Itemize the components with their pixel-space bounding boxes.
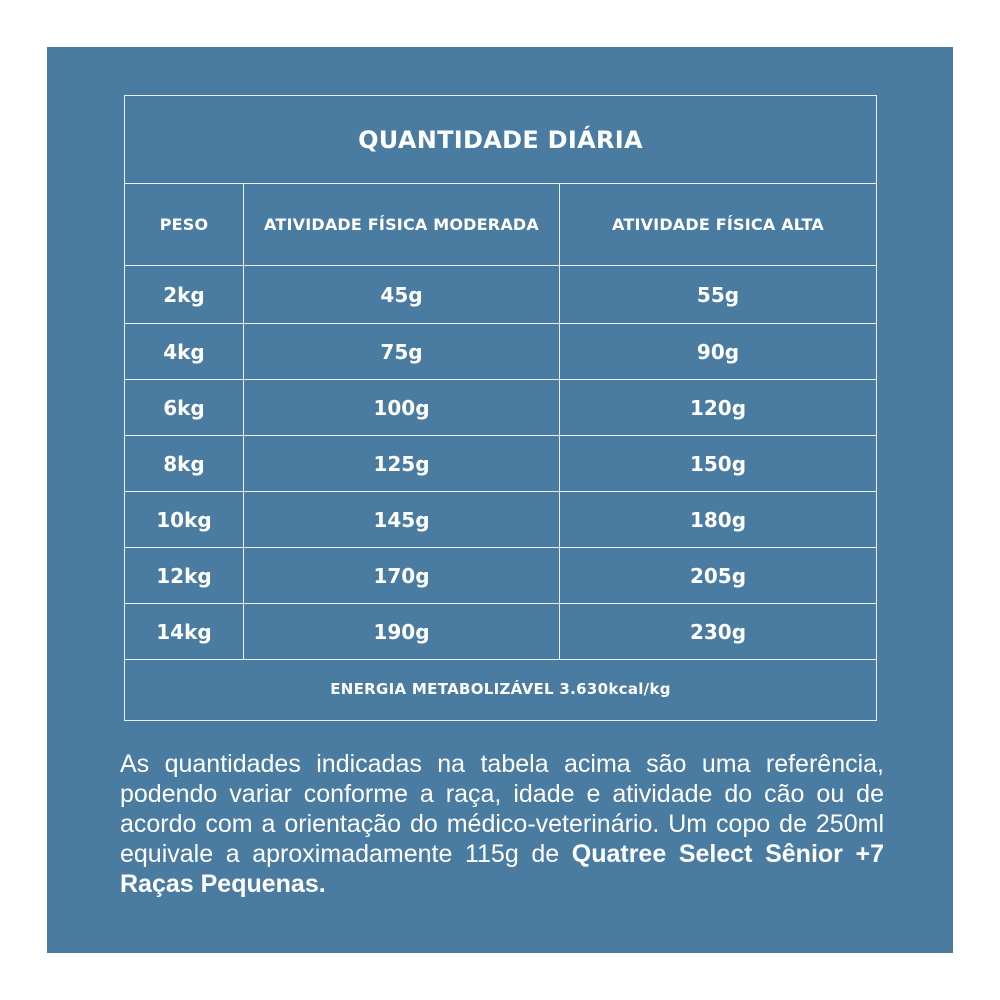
table-row <box>125 548 876 604</box>
cell-alta: 180g <box>689 507 747 532</box>
cell-peso: 12kg <box>125 548 244 603</box>
cell-peso: 14kg <box>125 604 244 659</box>
cell-peso: 6kg <box>125 380 244 435</box>
table-title: QUANTIDADE DIÁRIA <box>125 96 876 184</box>
cell-moderada: 45g <box>244 266 560 323</box>
table-row <box>125 324 876 380</box>
cell-moderada: 100g <box>244 380 560 435</box>
cell-alta: 150g <box>689 451 747 476</box>
cell-moderada: 75g <box>244 324 560 379</box>
note-text: As quantidades indicadas na tabela acima são uma referência, podendo variar conforme a raça, idade e atividade do cão ou de acordo com a orientação do médico-veterinário. Um copo de 250ml equivale a aproximadamente 115g de <box>120 750 884 868</box>
cell-peso: 10kg <box>125 492 244 547</box>
cell-peso: 2kg <box>125 266 244 323</box>
cell-moderada: 125g <box>244 436 560 491</box>
cell-alta: 205g <box>689 563 747 588</box>
feeding-table <box>124 95 877 721</box>
feeding-panel <box>47 47 953 953</box>
cell-moderada: 145g <box>244 492 560 547</box>
cell-alta: 55g <box>696 282 740 307</box>
header-peso: PESO <box>125 184 244 265</box>
cell-alta: 230g <box>689 619 747 644</box>
cell-alta: 120g <box>689 395 747 420</box>
table-row <box>125 604 876 660</box>
table-header-row <box>125 184 876 266</box>
table-row <box>125 492 876 548</box>
cell-peso: 4kg <box>125 324 244 379</box>
table-row <box>125 436 876 492</box>
cell-moderada: 170g <box>244 548 560 603</box>
header-atividade-moderada: ATIVIDADE FÍSICA MODERADA <box>244 184 560 265</box>
header-atividade-alta: ATIVIDADE FÍSICA ALTA <box>611 215 825 234</box>
table-grid <box>125 184 876 660</box>
cell-alta: 90g <box>696 339 740 364</box>
table-row <box>125 380 876 436</box>
table-row <box>125 266 876 324</box>
cell-moderada: 190g <box>244 604 560 659</box>
cell-peso: 8kg <box>125 436 244 491</box>
product-name: Quatree Select Sênior +7 Raças Pequenas. <box>120 840 885 898</box>
energy-footer: ENERGIA METABOLIZÁVEL 3.630kcal/kg <box>330 680 671 698</box>
feeding-note <box>120 749 884 899</box>
